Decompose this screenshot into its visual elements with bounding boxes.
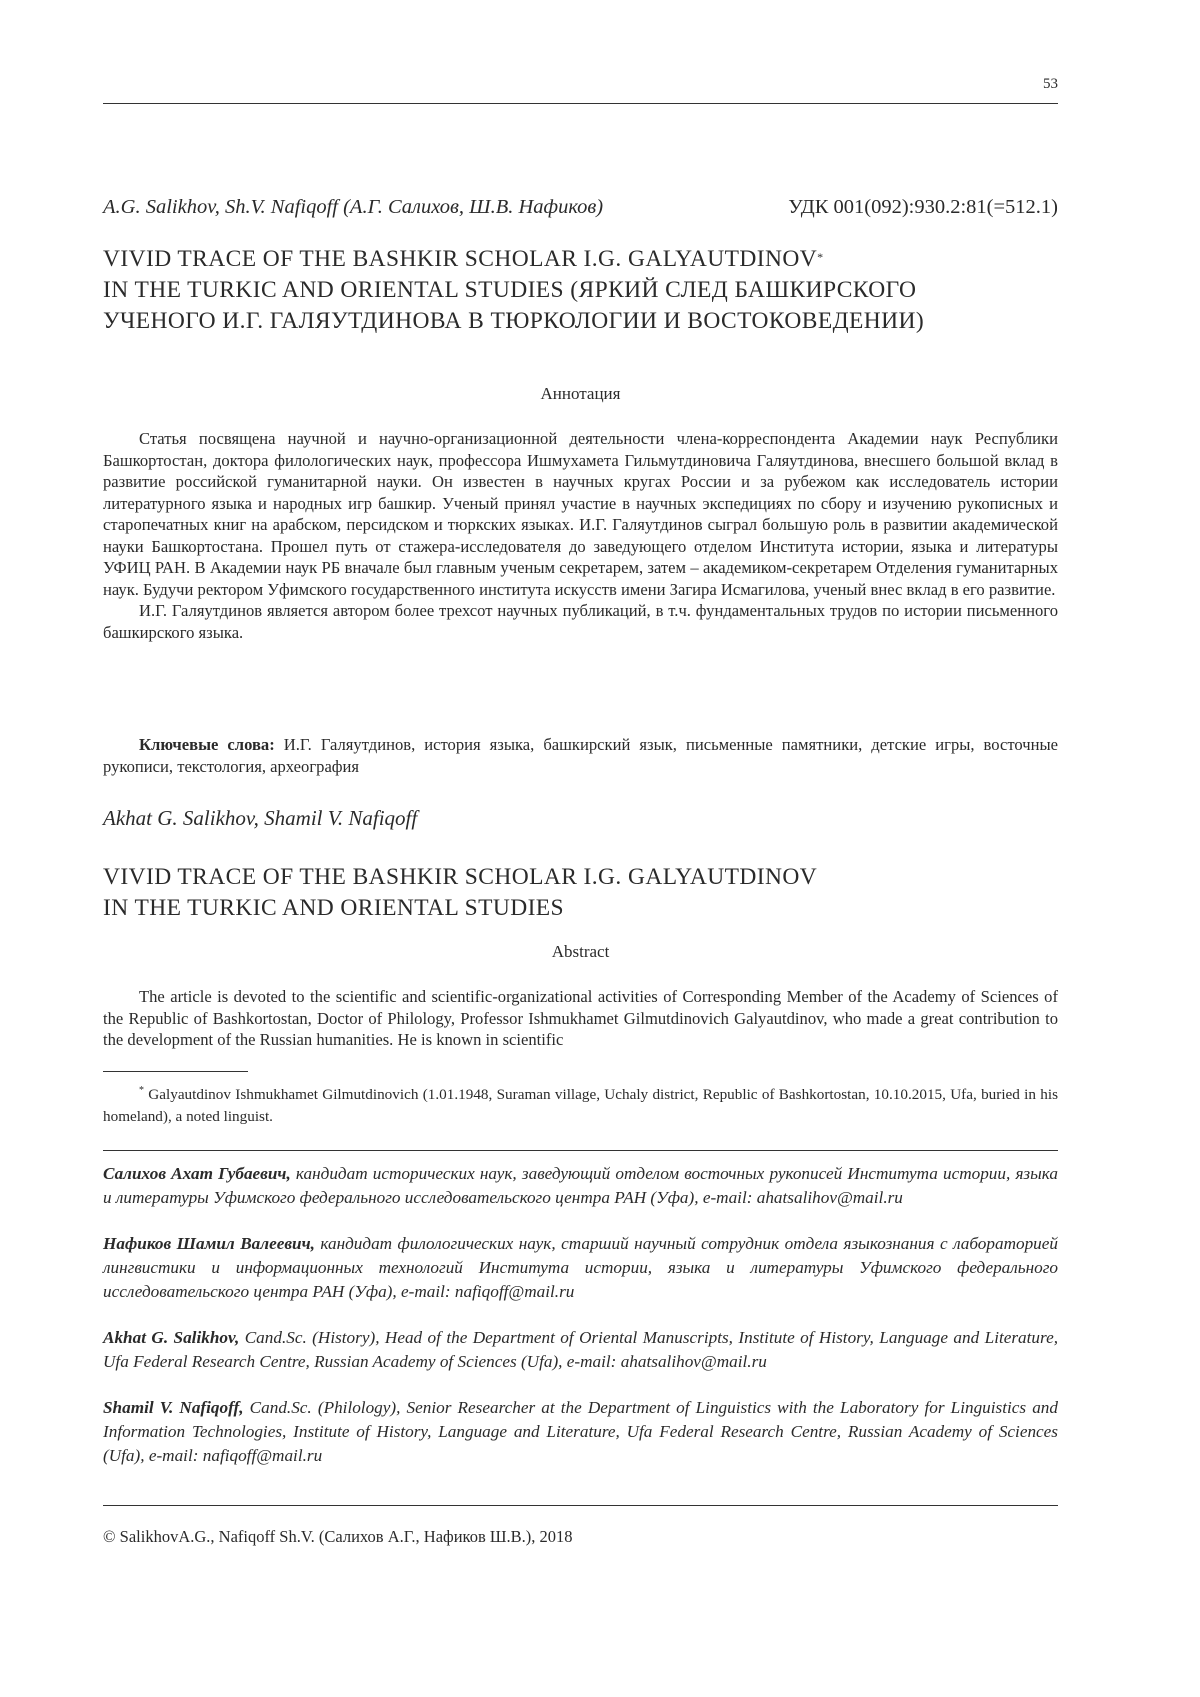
keywords	[103, 734, 1058, 777]
footnote-marker[interactable]: *	[817, 250, 824, 264]
title-line-2: IN THE TURKIC AND ORIENTAL STUDIES (ЯРКИЙ СЛЕД БАШКИРСКОГО	[103, 277, 917, 303]
page-number: 53	[1043, 76, 1058, 92]
footnote	[103, 1080, 1058, 1128]
byline-authors: A.G. Salikhov, Sh.V. Nafiqoff (А.Г. Салихов, Ш.В. Нафиков)	[103, 196, 604, 218]
title-line-3: УЧЕНОГО И.Г. ГАЛЯУТДИНОВА В ТЮРКОЛОГИИ И ВОСТОКОВЕДЕНИИ)	[103, 308, 925, 334]
affiliation-name: Shamil V. Nafiqoff,	[103, 1398, 244, 1417]
affiliation-text: кандидат исторических наук, заведующий отделом восточных рукописей Института истории, языка и литературы Уфимского федерального исследовательского центра РАН (Уфа), e-mail: ahatsalihov@mail.ru	[103, 1164, 1058, 1207]
annotation-paragraph: И.Г. Галяутдинов является автором более трехсот научных публикаций, в т.ч. фундаментальных трудов по истории письменного башкирского языка.	[103, 601, 1058, 642]
affiliation-name: Салихов Ахат Губаевич,	[103, 1164, 291, 1183]
annotation-paragraph: Статья посвящена научной и научно-организационной деятельности члена-корреспондента Академии наук Республики Башкортостан, доктора филологических наук, профессора Ишмухамета Гильмутдиновича Галяутдинова, внесшего большой вклад в развитие российской гуманитарной науки. Он известен в научных кругах России и за рубежом как исследователь истории литературного языка и народных игр башкир. Ученый принял участие в научных экспедициях по сбору и изучению рукописных и старопечатных книг на арабском, персидском и тюркских языках. И.Г. Галяутдинов сыграл большую роль в развитии академической науки Башкортостана. Прошел путь от стажера-исследователя до заведующего отделом Института истории, языка и литературы УФИЦ РАН. В Академии наук РБ вначале был главным ученым секретарем, затем – академиком-секретарем Отделения гуманитарных наук. Будучи ректором Уфимского государственного института искусств имени Загира Исмагилова, ученый внес вклад в его развитие.	[103, 429, 1058, 599]
affiliation-entry	[103, 1326, 1058, 1374]
affiliation-text: Cand.Sc. (Philology), Senior Researcher at the Department of Linguistics with the Laboratory for Linguistics and Information Technologies, Institute of History, Language and Literature, Ufa Federal Research Centre, Russian Academy of Sciences (Ufa), e-mail: nafiqoff@mail.ru	[103, 1398, 1058, 1465]
footnote-mark: *	[139, 1085, 144, 1096]
article-title	[103, 244, 1063, 337]
affiliations-rule-bottom	[103, 1505, 1058, 1506]
abstract-paragraph: The article is devoted to the scientific and scientific-organizational activities of Corresponding Member of the Academy of Sciences of the Republic of Bashkortostan, Doctor of Philology, Professor Ishmukhamet Gilmutdinovich Galyautdinov, who made a great contribution to the development of the Russian humanities. He is known in scientific	[103, 987, 1058, 1049]
footnote-rule	[103, 1071, 248, 1072]
author-affiliations	[103, 1162, 1058, 1490]
affiliation-text: Cand.Sc. (History), Head of the Department of Oriental Manuscripts, Institute of History, Language and Literature, Ufa Federal Research Centre, Russian Academy of Sciences (Ufa), e-mail: ahatsalihov@mail.ru	[103, 1328, 1058, 1371]
header-rule	[103, 103, 1058, 104]
affiliation-name: Нафиков Шамил Валеевич,	[103, 1234, 315, 1253]
abstract-body	[103, 986, 1058, 1051]
affiliation-name: Akhat G. Salikhov,	[103, 1328, 240, 1347]
article-byline	[103, 196, 1058, 219]
english-title-line-1: VIVID TRACE OF THE BASHKIR SCHOLAR I.G. GALYAUTDINOV	[103, 864, 818, 890]
affiliation-entry	[103, 1396, 1058, 1468]
footnote-text: Galyautdinov Ishmukhamet Gilmutdinovich (1.01.1948, Suraman village, Uchaly district, Republic of Bashkortostan, 10.10.2015, Ufa, buried in his homeland), a noted linguist.	[103, 1086, 1058, 1126]
english-authors: Akhat G. Salikhov, Shamil V. Nafiqoff	[103, 806, 418, 830]
affiliation-entry	[103, 1232, 1058, 1304]
affiliation-text: кандидат филологических наук, старший научный сотрудник отдела языкознания с лабораторией лингвистики и информационных технологий Института истории, языка и литературы Уфимского федерального исследовательского центра РАН (Уфа), e-mail: nafiqoff@mail.ru	[103, 1234, 1058, 1301]
affiliations-rule-top	[103, 1150, 1058, 1151]
copyright-notice: © SalikhovA.G., Nafiqoff Sh.V. (Салихов А.Г., Нафиков Ш.В.), 2018	[103, 1527, 573, 1546]
title-line-1-text: VIVID TRACE OF THE BASHKIR SCHOLAR I.G. GALYAUTDINOV	[103, 246, 818, 272]
keywords-list: И.Г. Галяутдинов, история языка, башкирский язык, письменные памятники, детские игры, восточные рукописи, текстология, археография	[103, 735, 1058, 776]
english-title	[103, 862, 1063, 924]
affiliation-entry	[103, 1162, 1058, 1210]
annotation-heading: Аннотация	[540, 384, 621, 403]
udc-code: УДК 001(092):930.2:81(=512.1)	[788, 196, 1058, 218]
english-title-line-2: IN THE TURKIC AND ORIENTAL STUDIES	[103, 895, 565, 921]
title-line-1	[103, 244, 1063, 275]
abstract-heading: Abstract	[551, 942, 610, 961]
annotation-body	[103, 428, 1058, 643]
keywords-label: Ключевые слова:	[139, 735, 275, 754]
